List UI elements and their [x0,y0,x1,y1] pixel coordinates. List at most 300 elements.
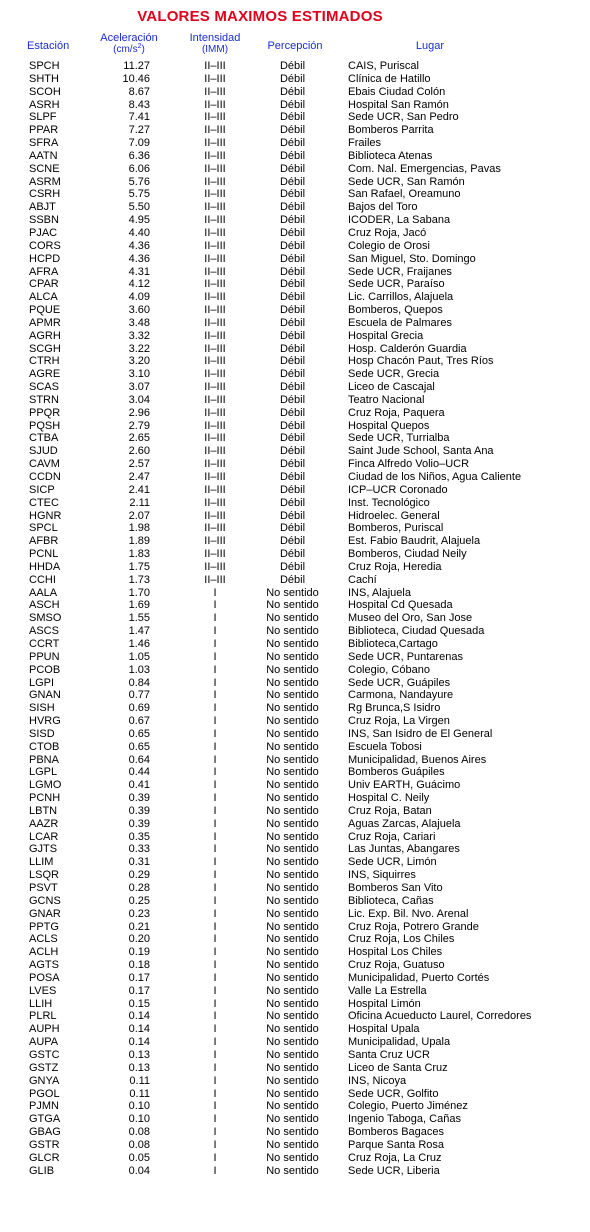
perception-cell: Débil [279,445,306,458]
intensity-cell: I [213,663,217,676]
acceleration-cell: 0.11 [129,1087,150,1100]
station-cell: AAZR [29,817,59,830]
acceleration-cell: 2.79 [128,419,150,432]
station-cell: LGPL [29,766,58,779]
place-cell: Biblioteca,Cartago [348,637,438,650]
table-row [0,150,590,163]
acceleration-cell: 5.76 [128,175,150,188]
intensity-cell: II–III [204,368,226,381]
intensity-cell: II–III [204,458,226,471]
intensity-cell: I [213,1164,217,1177]
place-cell: San Miguel, Sto. Domingo [348,252,476,265]
place-cell: San Rafael, Oreamuno [348,188,461,201]
place-cell: Oficina Acueducto Laurel, Corredores [348,1010,532,1023]
table-row [0,111,590,124]
table-row [0,497,590,510]
place-cell: Bomberos, Ciudad Neily [348,548,467,561]
station-cell: CSRH [29,188,61,201]
table-row [0,702,590,715]
acceleration-cell: 6.06 [128,162,150,175]
acceleration-cell: 0.20 [128,933,150,946]
intensity-cell: I [213,920,217,933]
station-cell: AATN [29,149,58,162]
station-cell: LLIM [29,856,54,869]
intensity-cell: I [213,650,217,663]
station-cell: LGMO [29,779,62,792]
table-row [0,60,590,73]
intensity-cell: II–III [204,419,226,432]
table-row [0,1036,590,1049]
place-cell: Sede UCR, San Pedro [348,111,459,124]
station-cell: PBNA [29,753,59,766]
acceleration-cell: 2.07 [128,509,150,522]
place-cell: Hosp. Calderón Guardia [348,342,467,355]
station-cell: GTGA [29,1113,61,1126]
table-row [0,484,590,497]
acceleration-cell: 8.43 [128,98,150,111]
intensity-cell: I [213,959,217,972]
place-cell: Lic. Carrillos, Alajuela [348,291,454,304]
acceleration-cell: 4.36 [128,239,150,252]
station-cell: AGRE [29,368,61,381]
intensity-cell: II–III [204,137,226,150]
table-row [0,240,590,253]
table-row [0,458,590,471]
station-cell: LSQR [29,869,59,882]
header-station: Estación [27,40,70,52]
perception-cell: Débil [279,98,306,111]
perception-cell: Débil [279,329,306,342]
perception-cell: No sentido [266,586,319,599]
acceleration-cell: 7.41 [128,111,150,124]
acceleration-cell: 1.03 [128,663,150,676]
perception-cell: No sentido [266,1048,319,1061]
station-cell: ASRM [29,175,61,188]
place-cell: Biblioteca Atenas [348,149,433,162]
station-cell: ASRH [29,98,60,111]
place-cell: Valle La Estrella [348,984,427,997]
station-cell: GSTZ [29,1061,59,1074]
table-row [0,522,590,535]
table-row [0,381,590,394]
perception-cell: Débil [279,85,306,98]
station-cell: SCNE [29,162,60,175]
acceleration-cell: 0.17 [128,984,150,997]
intensity-cell: I [213,625,217,638]
intensity-cell: II–III [204,355,226,368]
acceleration-cell: 4.95 [128,214,150,227]
intensity-cell: I [213,779,217,792]
intensity-cell: II–III [204,111,226,124]
intensity-cell: I [213,1048,217,1061]
perception-cell: Débil [279,175,306,188]
acceleration-cell: 0.18 [128,959,150,972]
intensity-cell: II–III [204,214,226,227]
perception-cell: Débil [279,368,306,381]
table-row [0,959,590,972]
intensity-cell: I [213,830,217,843]
perception-cell: No sentido [266,1023,319,1036]
intensity-cell: I [213,1138,217,1151]
acceleration-cell: 0.77 [128,689,150,702]
perception-cell: No sentido [266,959,319,972]
table-row [0,445,590,458]
acceleration-cell: 0.67 [128,715,150,728]
station-cell: ACLS [29,933,58,946]
header-acceleration-label: Aceleración [100,32,158,44]
station-cell: HGNR [29,509,62,522]
acceleration-cell: 1.46 [128,637,150,650]
table-row [0,818,590,831]
intensity-cell: II–III [204,573,226,586]
acceleration-cell: 0.25 [128,894,150,907]
acceleration-cell: 5.75 [128,188,150,201]
place-cell: Hospital Quepos [348,419,430,432]
intensity-cell: I [213,882,217,894]
place-cell: Sede UCR, Grecia [348,368,440,381]
station-cell: GNAN [29,689,61,702]
acceleration-cell: 0.05 [128,1151,150,1164]
acceleration-cell: 0.69 [128,702,150,715]
table-row [0,176,590,189]
acc-unit-exp: 2 [137,43,142,50]
place-cell: Sede UCR, Liberia [348,1164,440,1177]
intensity-cell: II–III [204,483,226,496]
perception-cell: Débil [279,316,306,329]
table-row [0,548,590,561]
perception-cell: No sentido [266,1113,319,1126]
place-cell: Municipalidad, Upala [348,1036,451,1049]
perception-cell: Débil [279,149,306,162]
acceleration-cell: 2.47 [128,471,150,483]
station-cell: GJTS [29,843,58,856]
perception-cell: No sentido [266,1010,319,1023]
perception-cell: No sentido [266,907,319,920]
table-row [0,689,590,702]
table-row [0,998,590,1011]
perception-cell: No sentido [266,997,319,1010]
place-cell: Colegio de Orosi [348,239,430,252]
place-cell: Cruz Roja, La Virgen [348,715,450,728]
page-title: VALORES MAXIMOS ESTIMADOS [137,8,383,25]
table-row [0,227,590,240]
intensity-cell: I [213,1036,217,1049]
perception-cell: Débil [279,201,306,214]
place-cell: Cachí [348,573,377,586]
table-row [0,394,590,407]
perception-cell: Débil [279,560,306,573]
perception-cell: Débil [279,137,306,150]
table-row [0,1113,590,1126]
table-row [0,625,590,638]
place-cell: Sede UCR, Guápiles [348,676,451,689]
acceleration-cell: 3.10 [128,368,150,381]
perception-cell: Débil [279,214,306,227]
header-acceleration [86,33,172,55]
intensity-cell: I [213,599,217,612]
station-cell: PCNH [29,792,61,805]
table-row [0,471,590,484]
station-cell: CORS [29,239,61,252]
intensity-cell: II–III [204,381,226,394]
station-cell: AUPH [29,1023,60,1036]
place-cell: INS, Nicoya [348,1074,407,1087]
intensity-cell: II–III [204,304,226,317]
intensity-cell: II–III [204,98,226,111]
acceleration-cell: 3.48 [128,316,150,329]
acceleration-cell: 0.39 [128,817,150,830]
intensity-cell: I [213,907,217,920]
place-cell: Hospital San Ramón [348,98,449,111]
station-cell: SCOH [29,85,61,98]
table-row [0,163,590,176]
acceleration-cell: 0.23 [128,907,150,920]
table-row [0,895,590,908]
acceleration-cell: 1.47 [128,625,150,638]
place-cell: INS, Alajuela [348,586,411,599]
table-row [0,124,590,137]
intensity-cell: I [213,933,217,946]
table-row [0,921,590,934]
table-row [0,779,590,792]
table-row [0,1152,590,1165]
station-cell: ACLH [29,946,59,959]
acceleration-cell: 0.65 [128,727,150,740]
place-cell: Sede UCR, Limón [348,856,437,869]
intensity-cell: II–III [204,471,226,483]
station-cell: GSTC [29,1048,60,1061]
table-row [0,561,590,574]
perception-cell: Débil [279,265,306,278]
acceleration-cell: 0.21 [128,920,150,933]
table-row [0,368,590,381]
table-row [0,535,590,548]
station-cell: CTBA [29,432,59,445]
intensity-cell: I [213,715,217,728]
acceleration-cell: 7.27 [128,124,150,137]
perception-cell: No sentido [266,663,319,676]
perception-cell: Débil [279,509,306,522]
perception-cell: No sentido [266,702,319,715]
acceleration-cell: 0.28 [128,882,150,894]
perception-cell: Débil [279,522,306,535]
intensity-cell: I [213,971,217,984]
station-cell: POSA [29,971,60,984]
place-cell: Teatro Nacional [348,393,425,406]
perception-cell: Débil [279,381,306,394]
perception-cell: Débil [279,355,306,368]
station-cell: AGRH [29,329,61,342]
perception-cell: No sentido [266,1100,319,1113]
intensity-cell: II–III [204,226,226,239]
place-cell: CAIS, Puriscal [348,60,419,72]
place-cell: Carmona, Nandayure [348,689,454,702]
station-cell: CTRH [29,355,60,368]
station-cell: PJAC [29,226,58,239]
station-cell: GNAR [29,907,61,920]
perception-cell: Débil [279,252,306,265]
perception-cell: No sentido [266,1087,319,1100]
place-cell: Lic. Exp. Bil. Nvo. Arenal [348,907,469,920]
place-cell: Bomberos Parrita [348,124,434,137]
acceleration-cell: 2.41 [128,483,150,496]
station-cell: PPAR [29,124,59,137]
table-row [0,908,590,921]
place-cell: Cruz Roja, Los Chiles [348,933,455,946]
table-row [0,1062,590,1075]
acceleration-cell: 4.36 [128,252,150,265]
intensity-cell: II–III [204,406,226,419]
table-row [0,1023,590,1036]
intensity-cell: II–III [204,329,226,342]
place-cell: Biblioteca, Cañas [348,894,434,907]
table-row [0,766,590,779]
place-cell: Municipalidad, Buenos Aires [348,753,487,766]
header-intensity-unit [182,44,248,55]
station-cell: AALA [29,586,58,599]
table-row [0,843,590,856]
acceleration-cell: 4.12 [128,278,150,291]
intensity-cell: I [213,1113,217,1126]
station-cell: AFBR [29,535,59,548]
perception-cell: No sentido [266,984,319,997]
table-row [0,86,590,99]
place-cell: Ciudad de los Niños, Agua Caliente [348,471,522,483]
perception-cell: Débil [279,226,306,239]
perception-cell: Débil [279,496,306,509]
perception-cell: No sentido [266,727,319,740]
table-row [0,805,590,818]
intensity-cell: II–III [204,85,226,98]
intensity-cell: I [213,946,217,959]
intensity-unit-text: (IMM) [201,44,229,55]
place-cell: Univ EARTH, Guácimo [348,779,461,792]
station-cell: PCNL [29,548,59,561]
place-cell: Biblioteca, Ciudad Quesada [348,625,485,638]
station-cell: GNYA [29,1074,60,1087]
station-cell: PPQR [29,406,61,419]
perception-cell: No sentido [266,830,319,843]
acceleration-cell: 3.22 [128,342,150,355]
perception-cell: No sentido [266,779,319,792]
perception-cell: No sentido [266,689,319,702]
intensity-cell: II–III [204,188,226,201]
perception-cell: No sentido [266,792,319,805]
place-cell: Sede UCR, Fraijanes [348,265,452,278]
intensity-cell: II–III [204,278,226,291]
perception-cell: No sentido [266,599,319,612]
place-cell: Rg Brunca,S Isidro [348,702,441,715]
header-intensity [182,33,248,55]
intensity-cell: II–III [204,535,226,548]
table-row [0,715,590,728]
perception-cell: No sentido [266,625,319,638]
place-cell: INS, San Isidro de El General [348,727,493,740]
intensity-cell: I [213,1010,217,1023]
acceleration-cell: 0.41 [128,779,150,792]
acceleration-cell: 0.64 [128,753,150,766]
station-cell: PQUE [29,304,61,317]
place-cell: Sede UCR, Paraíso [348,278,445,291]
intensity-cell: II–III [204,149,226,162]
station-cell: SJUD [29,445,58,458]
place-cell: Las Juntas, Abangares [348,843,460,856]
place-cell: Hospital C. Neily [348,792,430,805]
intensity-cell: II–III [204,445,226,458]
intensity-cell: I [213,856,217,869]
station-cell: HHDA [29,560,61,573]
acceleration-cell: 1.98 [128,522,150,535]
place-cell: Hosp Chacón Paut, Tres Ríos [348,355,494,368]
perception-cell: Débil [279,291,306,304]
table-row [0,188,590,201]
place-cell: Liceo de Santa Cruz [348,1061,448,1074]
intensity-cell: II–III [204,291,226,304]
intensity-cell: I [213,766,217,779]
station-cell: STRN [29,393,59,406]
perception-cell: Débil [279,124,306,137]
table-row [0,304,590,317]
station-cell: CCDN [29,471,61,483]
intensity-cell: II–III [204,124,226,137]
perception-cell: No sentido [266,882,319,894]
intensity-cell: I [213,676,217,689]
acc-unit-pre: (cm/s [113,44,138,55]
perception-cell: No sentido [266,920,319,933]
perception-cell: No sentido [266,1074,319,1087]
acceleration-cell: 1.83 [128,548,150,561]
station-cell: GCNS [29,894,61,907]
acceleration-cell: 0.08 [128,1126,150,1139]
place-cell: ICP–UCR Coronado [348,483,448,496]
acceleration-cell: 1.70 [128,586,150,599]
station-cell: SFRA [29,137,59,150]
station-cell: CTEC [29,496,59,509]
intensity-cell: I [213,843,217,856]
place-cell: Bajos del Toro [348,201,418,214]
perception-cell: Débil [279,393,306,406]
acceleration-cell: 0.31 [128,856,150,869]
place-cell: Ingenio Taboga, Cañas [348,1113,461,1126]
station-cell: CPAR [29,278,59,291]
place-cell: Bomberos San Vito [348,882,443,894]
intensity-cell: II–III [204,201,226,214]
place-cell: Cruz Roja, Guatuso [348,959,445,972]
station-cell: ALCA [29,291,58,304]
acceleration-cell: 0.13 [128,1061,150,1074]
perception-cell: No sentido [266,1061,319,1074]
place-cell: Bomberos, Quepos [348,304,443,317]
intensity-cell: I [213,1087,217,1100]
place-cell: Est. Fabio Baudrit, Alajuela [348,535,481,548]
place-cell: Escuela Tobosi [348,740,422,753]
intensity-cell: I [213,740,217,753]
intensity-cell: II–III [204,522,226,535]
perception-cell: No sentido [266,1138,319,1151]
intensity-cell: I [213,586,217,599]
table-row [0,214,590,227]
table-row [0,1165,590,1178]
station-cell: SHTH [29,72,59,85]
station-cell: ASCH [29,599,60,612]
station-cell: PJMN [29,1100,59,1113]
acceleration-cell: 0.35 [128,830,150,843]
perception-cell: No sentido [266,715,319,728]
station-cell: CAVM [29,458,60,471]
place-cell: Parque Santa Rosa [348,1138,445,1151]
station-cell: SMSO [29,612,62,625]
table-row [0,99,590,112]
